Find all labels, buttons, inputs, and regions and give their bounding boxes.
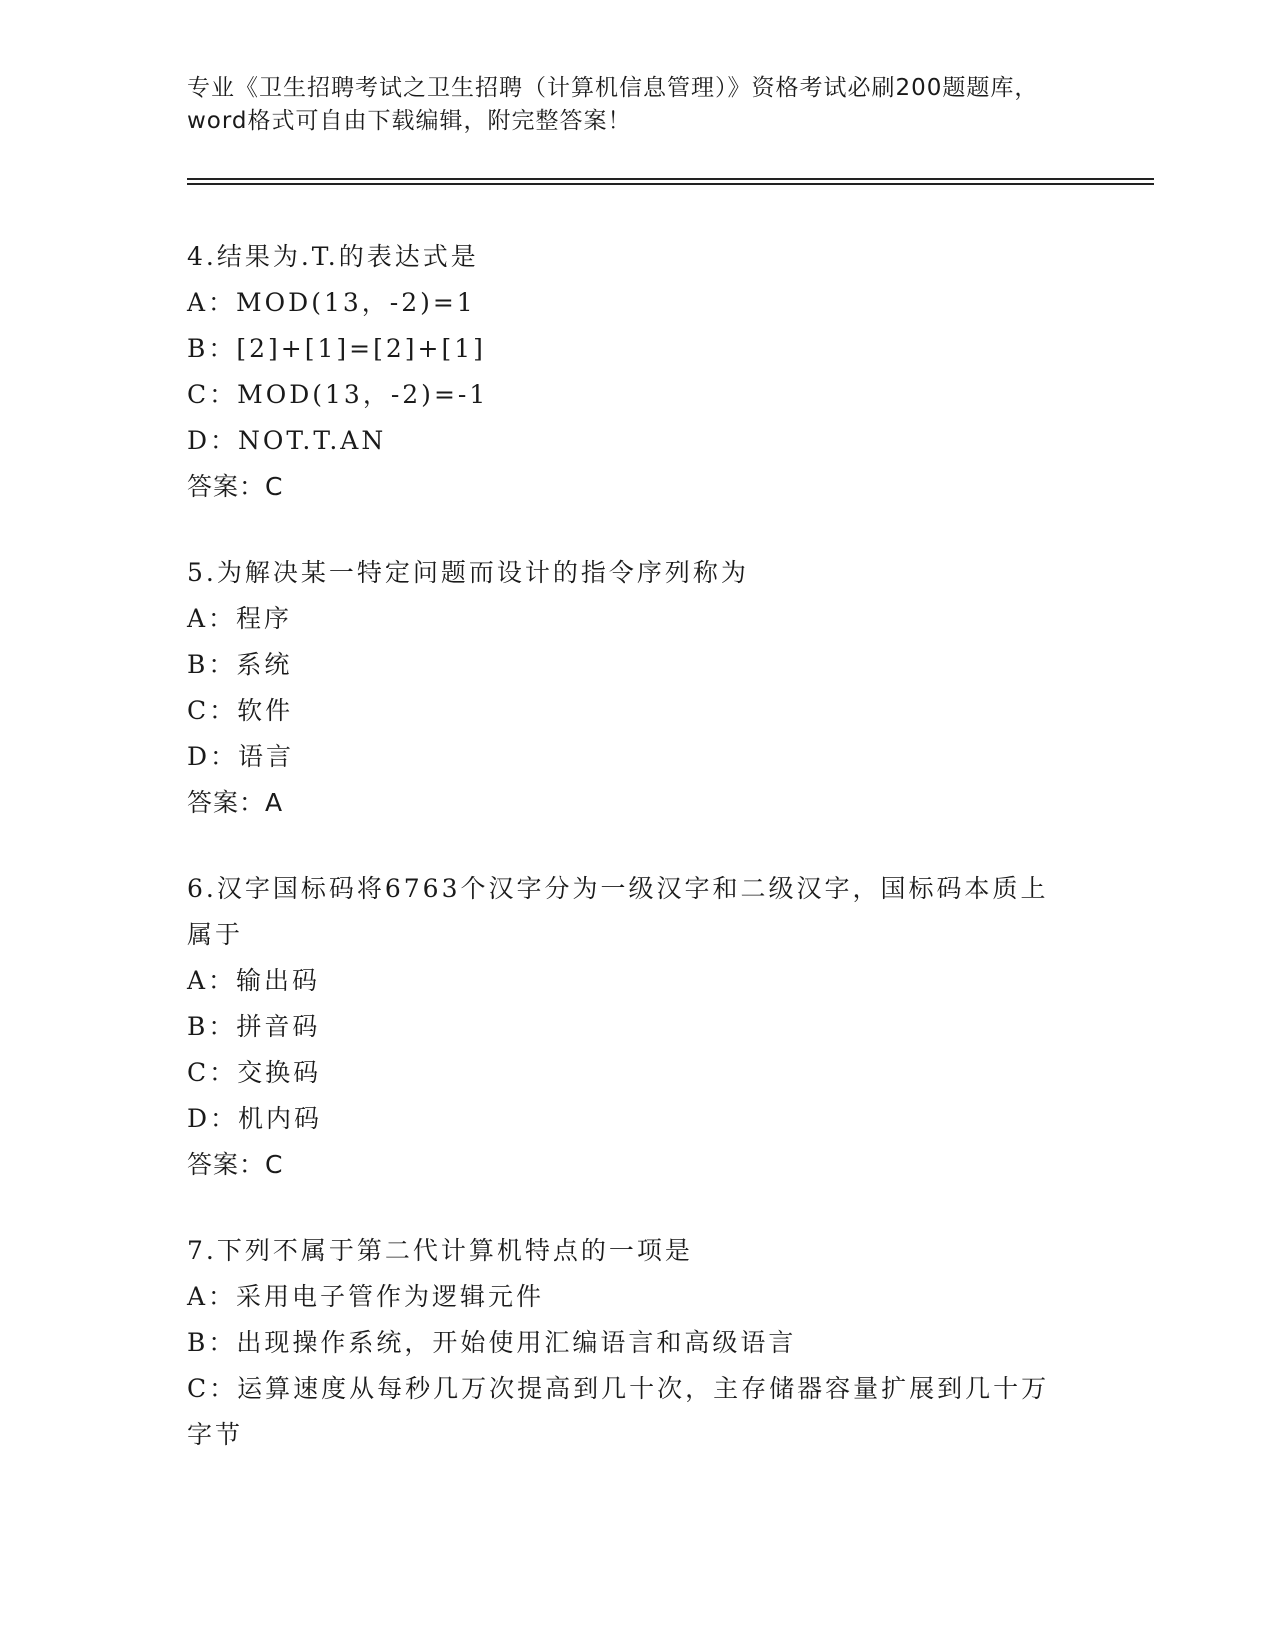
option-c: C：MOD(13，-2)=-1 [187,380,489,409]
option-c: C：软件 [187,696,294,725]
option-b: B：拼音码 [187,1012,321,1041]
document-header [187,72,1087,138]
question-5 [187,550,1087,826]
question-stem-line-1: 6.汉字国标码将6763个汉字分为一级汉字和二级汉字，国标码本质上 [187,874,1049,903]
header-divider-top [187,178,1154,180]
option-b: B：[2]+[1]=[2]+[1] [187,334,486,363]
option-c-line-1: C：运算速度从每秒几万次提高到几十次，主存储器容量扩展到几十万 [187,1374,1050,1403]
question-stem-line-2: 属于 [187,920,244,949]
option-c: C：交换码 [187,1058,322,1087]
option-b: B：出现操作系统，开始使用汇编语言和高级语言 [187,1328,797,1357]
question-6 [187,866,1087,1188]
option-a: A：输出码 [187,966,321,995]
question-7 [187,1228,1087,1458]
option-a: A：采用电子管作为逻辑元件 [187,1282,545,1311]
question-4 [187,234,1087,510]
header-line-1: 专业《卫生招聘考试之卫生招聘（计算机信息管理）》资格考试必刷200题题库， [187,75,1039,101]
option-a: A：MOD(13，-2)=1 [187,288,476,317]
question-stem: 4.结果为.T.的表达式是 [187,242,479,271]
question-list [187,234,1087,1498]
option-d: D：机内码 [187,1104,323,1133]
question-stem: 5.为解决某一特定问题而设计的指令序列称为 [187,558,749,587]
option-d: D：语言 [187,742,295,771]
header-divider-bottom [187,183,1154,185]
answer-line: 答案：C [187,1150,284,1179]
option-d: D：NOT.T.AN [187,426,387,455]
option-b: B：系统 [187,650,293,679]
question-stem: 7.下列不属于第二代计算机特点的一项是 [187,1236,693,1265]
option-a: A：程序 [187,604,293,633]
answer-line: 答案：A [187,788,284,817]
option-c-line-2: 字节 [187,1420,244,1449]
answer-line: 答案：C [187,472,284,501]
header-line-2: word格式可自由下载编辑，附完整答案！ [187,108,632,134]
